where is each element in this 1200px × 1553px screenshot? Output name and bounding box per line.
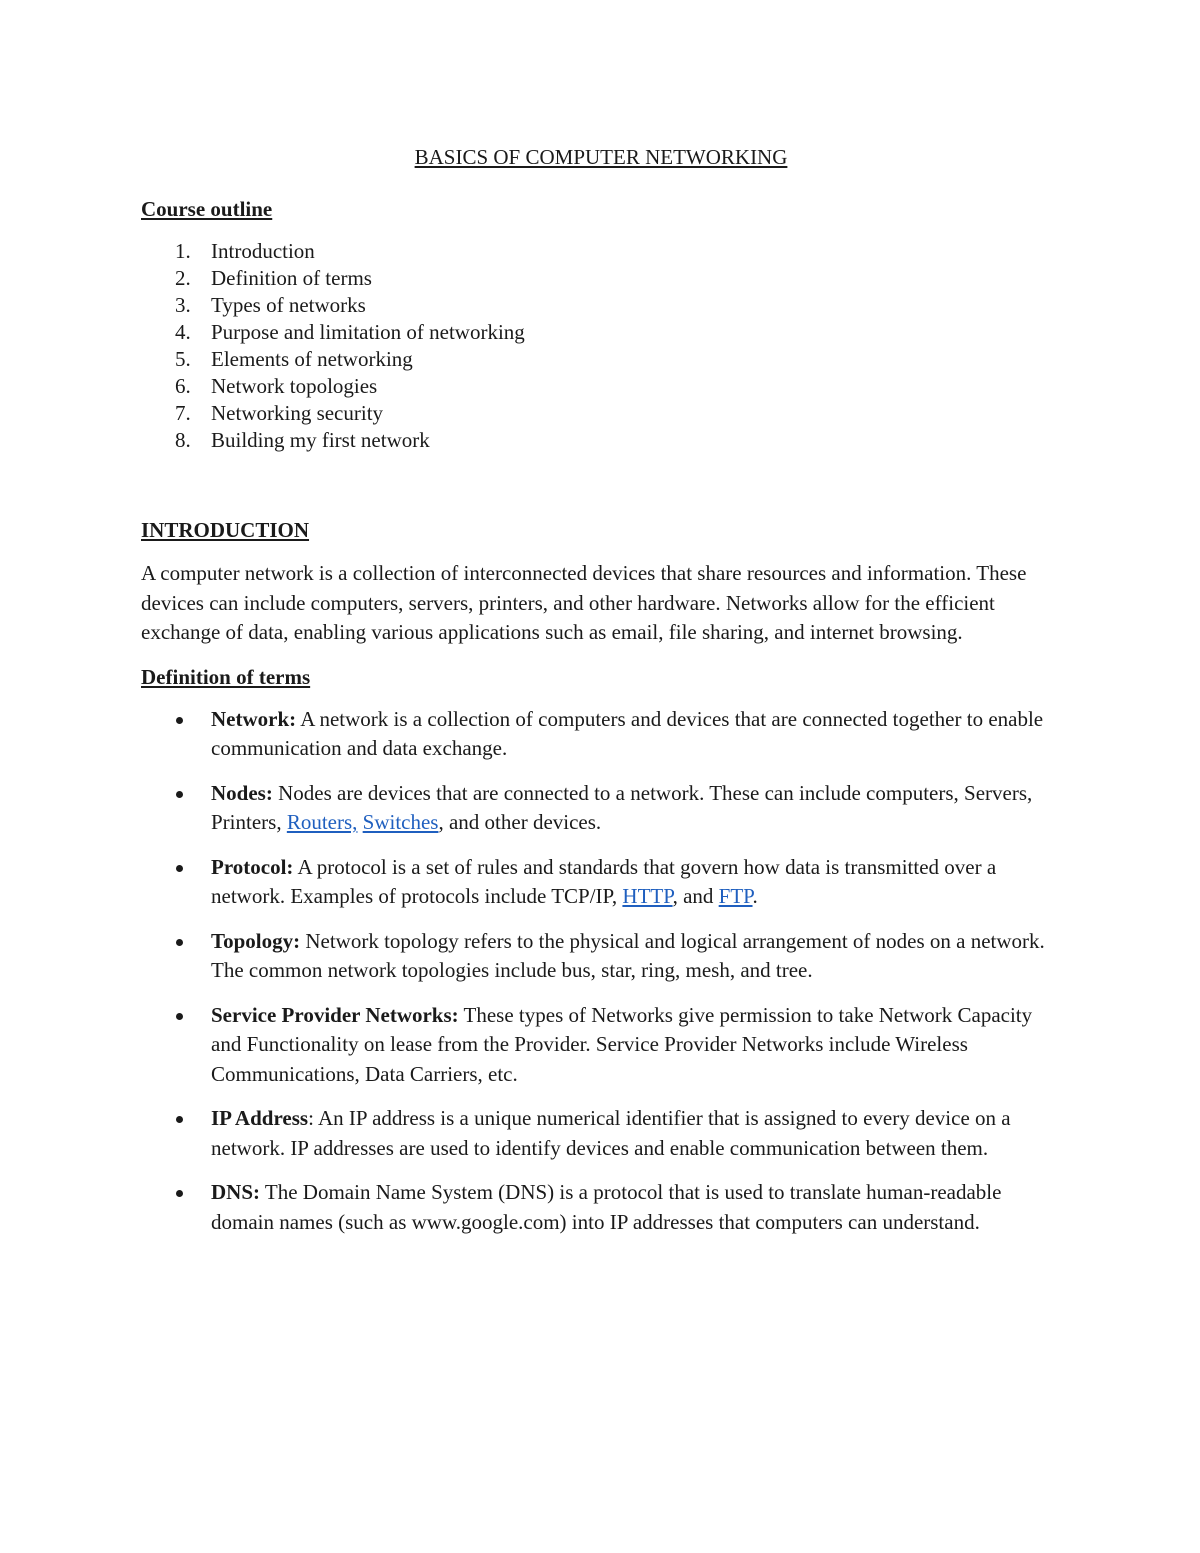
list-item-number: 4. — [175, 320, 191, 344]
switches-link[interactable]: Switches — [362, 810, 439, 834]
bullet-icon — [141, 1178, 211, 1237]
term-description: A network is a collection of computers and devices that are connected together to enable communication and data exchange. — [211, 706, 1044, 760]
term-description: Nodes are devices that are connected to a network. These can include computers, Servers, Printers, — [211, 780, 1033, 834]
term-description: : An IP address is a unique numerical identifier that is assigned to every device on a network. IP addresses are used to identify devices and enable communication between them. — [211, 1106, 1011, 1160]
term-description-end: . — [752, 884, 758, 908]
term-name: Service Provider Networks: — [211, 1002, 459, 1027]
list-item — [141, 373, 1061, 400]
term-description: These types of Networks give permission to take Network Capacity and Functionality on lease from the Provider. Service Provider Networks include Wireless Communications, Data Carriers, etc. — [211, 1002, 1033, 1086]
document-content — [141, 140, 1061, 1252]
definition-ip-address — [141, 1104, 1061, 1163]
definition-topology — [141, 927, 1061, 986]
list-item-number: 3. — [175, 293, 191, 317]
list-item — [141, 292, 1061, 319]
bullet-icon — [141, 1001, 211, 1090]
ftp-link[interactable]: FTP — [718, 884, 753, 908]
list-item-text: Types of networks — [211, 293, 366, 317]
introduction-paragraph: A computer network is a collection of interconnected devices that share resources and information. These devices can include computers, servers, printers, and other hardware. Networks allow for the efficient exchange of data, enabling various applications such as email, file sharing, and internet browsing. — [141, 561, 1027, 644]
term-name: Topology: — [211, 928, 301, 953]
list-item-text: Network topologies — [211, 374, 378, 398]
list-item-number: 7. — [175, 401, 191, 425]
term-description: The Domain Name System (DNS) is a protocol that is used to translate human-readable domain names (such as www.google.com) into IP addresses that computers can understand. — [211, 1180, 1002, 1234]
definitions-heading: Definition of terms — [141, 664, 311, 689]
term-name: Protocol: — [211, 854, 294, 879]
list-item — [141, 238, 1061, 265]
list-item — [141, 400, 1061, 427]
term-description-mid: , and — [672, 884, 719, 908]
list-item — [141, 346, 1061, 373]
list-item-number: 1. — [175, 239, 191, 263]
bullet-icon — [141, 779, 211, 838]
list-item-text: Building my first network — [211, 428, 430, 452]
list-item-text: Purpose and limitation of networking — [211, 320, 525, 344]
bullet-icon — [141, 927, 211, 986]
definition-service-provider — [141, 1001, 1061, 1090]
term-name: IP Address — [211, 1106, 309, 1130]
list-item-text: Introduction — [211, 239, 315, 263]
list-item-number: 6. — [175, 374, 191, 398]
definition-dns — [141, 1178, 1061, 1237]
term-name: DNS: — [211, 1180, 261, 1204]
course-outline-heading: Course outline — [141, 197, 273, 221]
course-outline-list — [141, 238, 1061, 454]
bullet-icon — [141, 853, 211, 912]
list-item — [141, 427, 1061, 454]
introduction-heading: INTRODUCTION — [141, 518, 310, 542]
list-item — [141, 319, 1061, 346]
list-item-text: Elements of networking — [211, 347, 413, 371]
definition-protocol — [141, 853, 1061, 912]
list-item-text: Networking security — [211, 401, 384, 425]
list-item-number: 8. — [175, 428, 191, 452]
definition-nodes — [141, 779, 1061, 838]
http-link[interactable]: HTTP — [622, 884, 673, 908]
term-name: Nodes: — [211, 780, 273, 805]
list-item — [141, 265, 1061, 292]
definitions-list — [141, 705, 1061, 1238]
term-description-end: , and other devices. — [438, 810, 602, 834]
list-item-number: 2. — [175, 266, 191, 290]
document-title: BASICS OF COMPUTER NETWORKING — [414, 145, 788, 169]
term-name: Network: — [211, 706, 297, 731]
bullet-icon — [141, 1104, 211, 1163]
term-description: Network topology refers to the physical and logical arrangement of nodes on a network. The common network topologies include bus, star, ring, mesh, and tree. — [211, 928, 1045, 982]
list-item-number: 5. — [175, 347, 191, 371]
routers-link[interactable]: Routers, — [286, 810, 358, 834]
bullet-icon — [141, 705, 211, 764]
term-description: A protocol is a set of rules and standards that govern how data is transmitted over a network. Examples of protocols include TCP/IP, — [211, 854, 997, 908]
definition-network — [141, 705, 1061, 764]
list-item-text: Definition of terms — [211, 266, 372, 290]
